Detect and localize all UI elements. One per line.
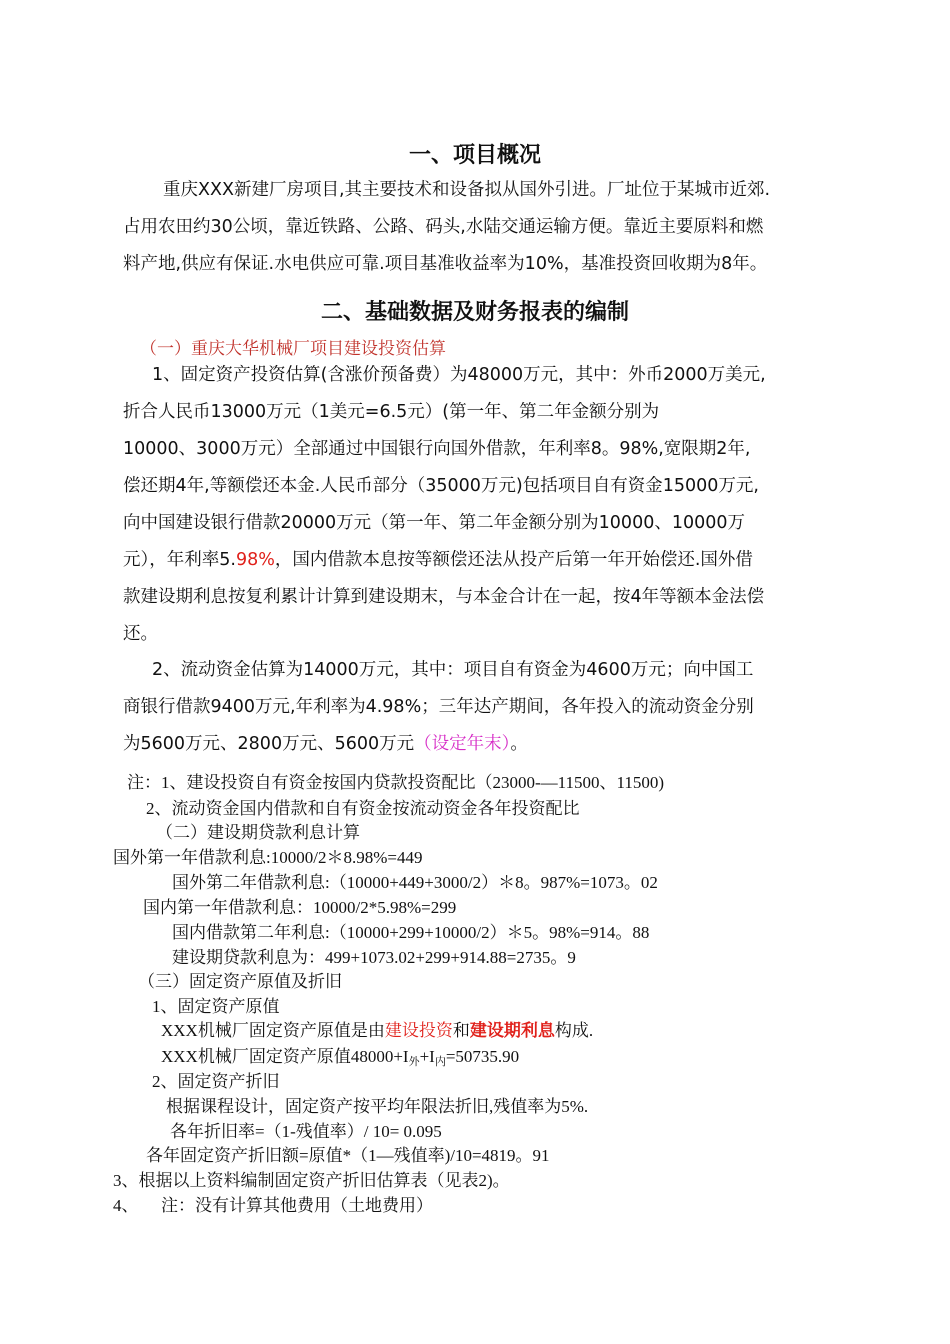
fa-line1-pre: XXX机械厂固定资产原值是由 — [161, 1021, 385, 1040]
note-1: 注：1、建设投资自有资金按国内贷款投资配比（23000-—11500、11500) — [127, 773, 665, 792]
item1-line-4: 偿还期4年,等额偿还本金.人民币部分（35000万元)包括项目自有资金15000万元, — [123, 476, 759, 496]
year-end-note: （设定年末） — [414, 734, 511, 754]
item1-line-7: 款建设期利息按复利累计计算到建设期末，与本金合计在一起，按4年等额本金法偿 — [123, 587, 765, 607]
fa-line1-post: 构成. — [554, 1021, 594, 1040]
item1-line-6-post: ，国内借款本息按等额偿还法从投产后第一年开始偿还.国外借 — [274, 550, 753, 570]
note-2: 2、流动资金国内借款和自有资金按流动资金各年投资配比 — [146, 799, 580, 818]
interest-line-4: 国内借款第二年利息:（10000+299+10000/2）＊5。98%=914。88 — [172, 923, 650, 942]
item3-line: 3、根据以上资料编制固定资产折旧估算表（见表2)。 — [113, 1171, 510, 1190]
item4-number: 4、 — [113, 1196, 139, 1215]
subsection2-title: （二）建设期贷款利息计算 — [156, 823, 360, 842]
subsection1-title: （一）重庆大华机械厂项目建设投资估算 — [140, 339, 446, 359]
intro-line-3: 料产地,供应有保证.水电供应可靠.项目基准收益率为10%，基准投资回收期为8年。 — [123, 254, 768, 274]
construction-interest-term: 建设期利息 — [469, 1021, 555, 1040]
item1-line-6-pre: 元），年利率5. — [123, 550, 236, 570]
intro-line-2: 占用农田约30公顷，靠近铁路、公路、码头,水陆交通运输方便。靠近主要原料和燃 — [123, 217, 764, 237]
item4-text: 注：没有计算其他费用（土地费用） — [161, 1196, 433, 1215]
interest-line-2: 国外第二年借款利息:（10000+449+3000/2）＊8。987%=1073。02 — [172, 873, 658, 892]
item2-line-2: 商银行借款9400万元,年利率为4.98%；三年达产期间，各年投入的流动资金分别 — [123, 697, 754, 717]
item2-line-3-post: 。 — [510, 734, 528, 754]
section2-title: 二、基础数据及财务报表的编制 — [320, 300, 629, 325]
fa-line1-mid: 和 — [452, 1021, 470, 1040]
item1-line-1: 1、固定资产投资估算(含涨价预备费）为48000万元，其中：外币2000万美元, — [152, 365, 766, 385]
fa-line2-post: =50735.90 — [445, 1047, 520, 1066]
domestic-subscript: 内 — [434, 1056, 446, 1068]
highlighted-rate: 98% — [235, 550, 275, 570]
item1-line-8: 还。 — [123, 624, 158, 644]
depreciation-line-2: 各年折旧率=（1-残值率）/ 10= 0.095 — [170, 1122, 442, 1141]
interest-line-5: 建设期贷款利息为：499+1073.02+299+914.88=2735。9 — [172, 948, 576, 967]
depreciation-line-3: 各年固定资产折旧额=原值*（1—残值率)/10=4819。91 — [146, 1146, 550, 1165]
fixed-asset-title: 1、固定资产原值 — [152, 997, 280, 1016]
foreign-subscript: 外 — [408, 1056, 420, 1068]
item1-line-2: 折合人民币13000万元（1美元=6.5元）(第一年、第二年金额分别为 — [123, 402, 660, 422]
item2-line-1: 2、流动资金估算为14000万元，其中：项目自有资金为4600万元；向中国工 — [152, 660, 754, 680]
subsection3-title: （三）固定资产原值及折旧 — [138, 972, 342, 991]
fixed-asset-line-1 — [161, 1016, 593, 1041]
fixed-asset-line-2 — [161, 1042, 519, 1069]
section1-title: 一、项目概况 — [408, 143, 541, 168]
intro-line-1: 重庆XXX新建厂房项目,其主要技术和设备拟从国外引进。厂址位于某城市近郊. — [163, 180, 771, 200]
fa-line2-pre: XXX机械厂固定资产原值48000+I — [161, 1047, 409, 1066]
item2-line-3-pre: 为5600万元、2800万元、5600万元 — [123, 734, 415, 754]
item1-line-3: 10000、3000万元）全部通过中国银行向国外借款，年利率8。98%,宽限期2年, — [123, 439, 751, 459]
depreciation-line-1: 根据课程设计，固定资产按平均年限法折旧,残值率为5%. — [166, 1097, 589, 1116]
construction-investment-term: 建设投资 — [384, 1021, 453, 1040]
interest-line-3: 国内第一年借款利息：10000/2*5.98%=299 — [143, 898, 457, 917]
interest-line-1: 国外第一年借款利息:10000/2＊8.98%=449 — [113, 848, 423, 867]
item1-line-5: 向中国建设银行借款20000万元（第一年、第二年金额分别为10000、10000万 — [123, 513, 746, 533]
item1-line-6 — [123, 546, 753, 571]
item2-line-3 — [123, 730, 528, 755]
depreciation-title: 2、固定资产折旧 — [152, 1072, 280, 1091]
fa-line2-mid: +I — [419, 1047, 435, 1066]
